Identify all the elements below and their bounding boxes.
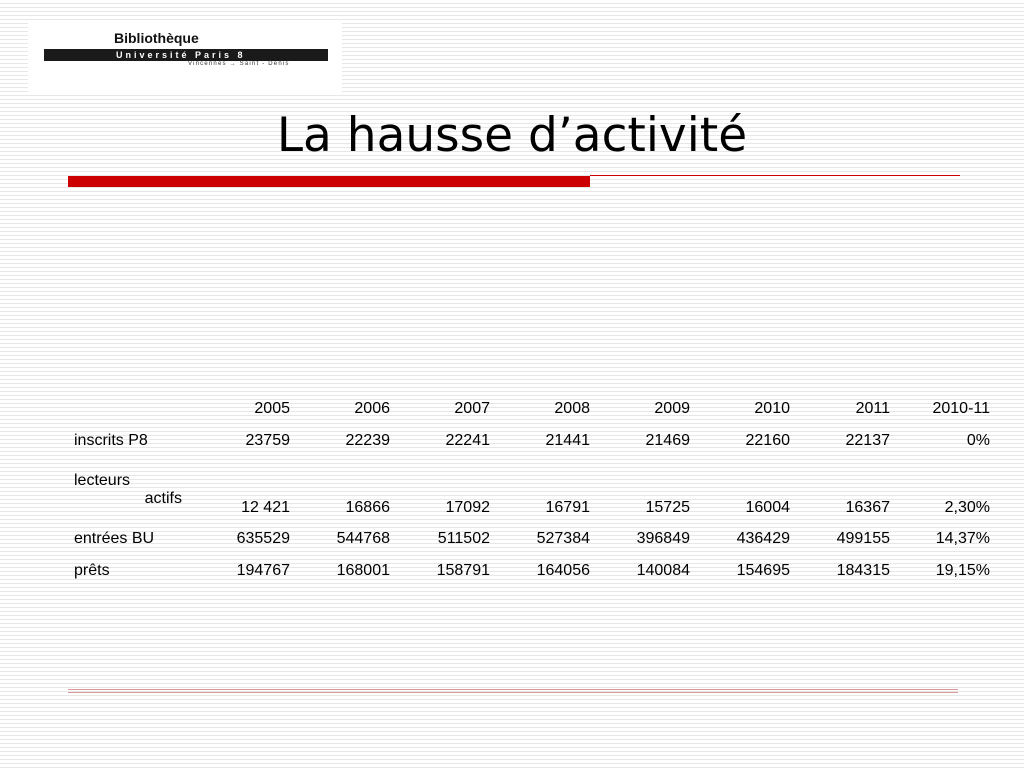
table-cell: 12 421 (241, 499, 290, 516)
row-label-line: actifs (144, 490, 182, 507)
table-cell: 22239 (345, 432, 390, 449)
logo-subtitle: Vincennes → Saint - Denis (188, 61, 290, 67)
table-header-cell: 2005 (254, 400, 290, 417)
footer-divider-bottom (68, 692, 958, 693)
row-label (68, 457, 188, 523)
row-label: inscrits P8 (74, 432, 148, 449)
row-label-line: lecteurs (74, 472, 131, 489)
table-cell: 16866 (345, 499, 390, 516)
table-header-cell: 2010-11 (932, 400, 990, 417)
table-cell: 527384 (536, 530, 590, 547)
activity-table (68, 393, 990, 587)
table-cell: 15725 (645, 499, 690, 516)
table-row (68, 457, 990, 523)
table-cell: 544768 (336, 530, 390, 547)
table-cell: 168001 (336, 562, 390, 579)
table-row (68, 555, 990, 587)
table-row (68, 425, 990, 457)
logo-bar-text: Université Paris 8 (116, 50, 246, 60)
table-cell: 499155 (836, 530, 890, 547)
table-header-row (68, 393, 990, 425)
table-header-cell: 2008 (554, 400, 590, 417)
table-cell: 16791 (545, 499, 590, 516)
table-cell: 16367 (845, 499, 890, 516)
table-cell: 154695 (736, 562, 790, 579)
table-cell: 23759 (245, 432, 290, 449)
table-cell: 194767 (236, 562, 290, 579)
table-header-cell: 2011 (855, 400, 890, 417)
table-cell: 635529 (236, 530, 290, 547)
table-cell: 0% (966, 432, 990, 449)
table-cell: 436429 (736, 530, 790, 547)
table-cell: 14,37% (935, 530, 990, 547)
table-cell: 22160 (745, 432, 790, 449)
table-header-cell: 2009 (654, 400, 690, 417)
table-cell: 16004 (745, 499, 790, 516)
title-underline-thick (68, 176, 590, 187)
table-header-cell: 2006 (354, 400, 390, 417)
table-cell: 21469 (645, 432, 690, 449)
logo-title: Bibliothèque (114, 30, 199, 46)
row-label: prêts (74, 562, 110, 579)
table-cell: 164056 (536, 562, 590, 579)
footer-divider-top (68, 689, 958, 690)
slide-title: La hausse d’activité (276, 108, 748, 163)
table-row (68, 523, 990, 555)
logo-bar (44, 49, 328, 61)
table-cell: 158791 (436, 562, 490, 579)
table-cell: 396849 (636, 530, 690, 547)
row-label: entrées BU (74, 530, 155, 547)
table-header-cell (68, 393, 188, 425)
table-header-cell: 2007 (454, 400, 490, 417)
table-cell: 22241 (445, 432, 490, 449)
table-cell: 184315 (836, 562, 890, 579)
table-cell: 17092 (445, 499, 490, 516)
table-cell: 140084 (636, 562, 690, 579)
table-cell: 511502 (437, 530, 490, 547)
library-logo (28, 22, 342, 94)
table-cell: 22137 (845, 432, 890, 449)
table-cell: 19,15% (935, 562, 990, 579)
title-underline-thin (590, 175, 960, 176)
table-cell: 2,30% (944, 499, 990, 516)
table-cell: 21441 (545, 432, 590, 449)
table-header-cell: 2010 (754, 400, 790, 417)
